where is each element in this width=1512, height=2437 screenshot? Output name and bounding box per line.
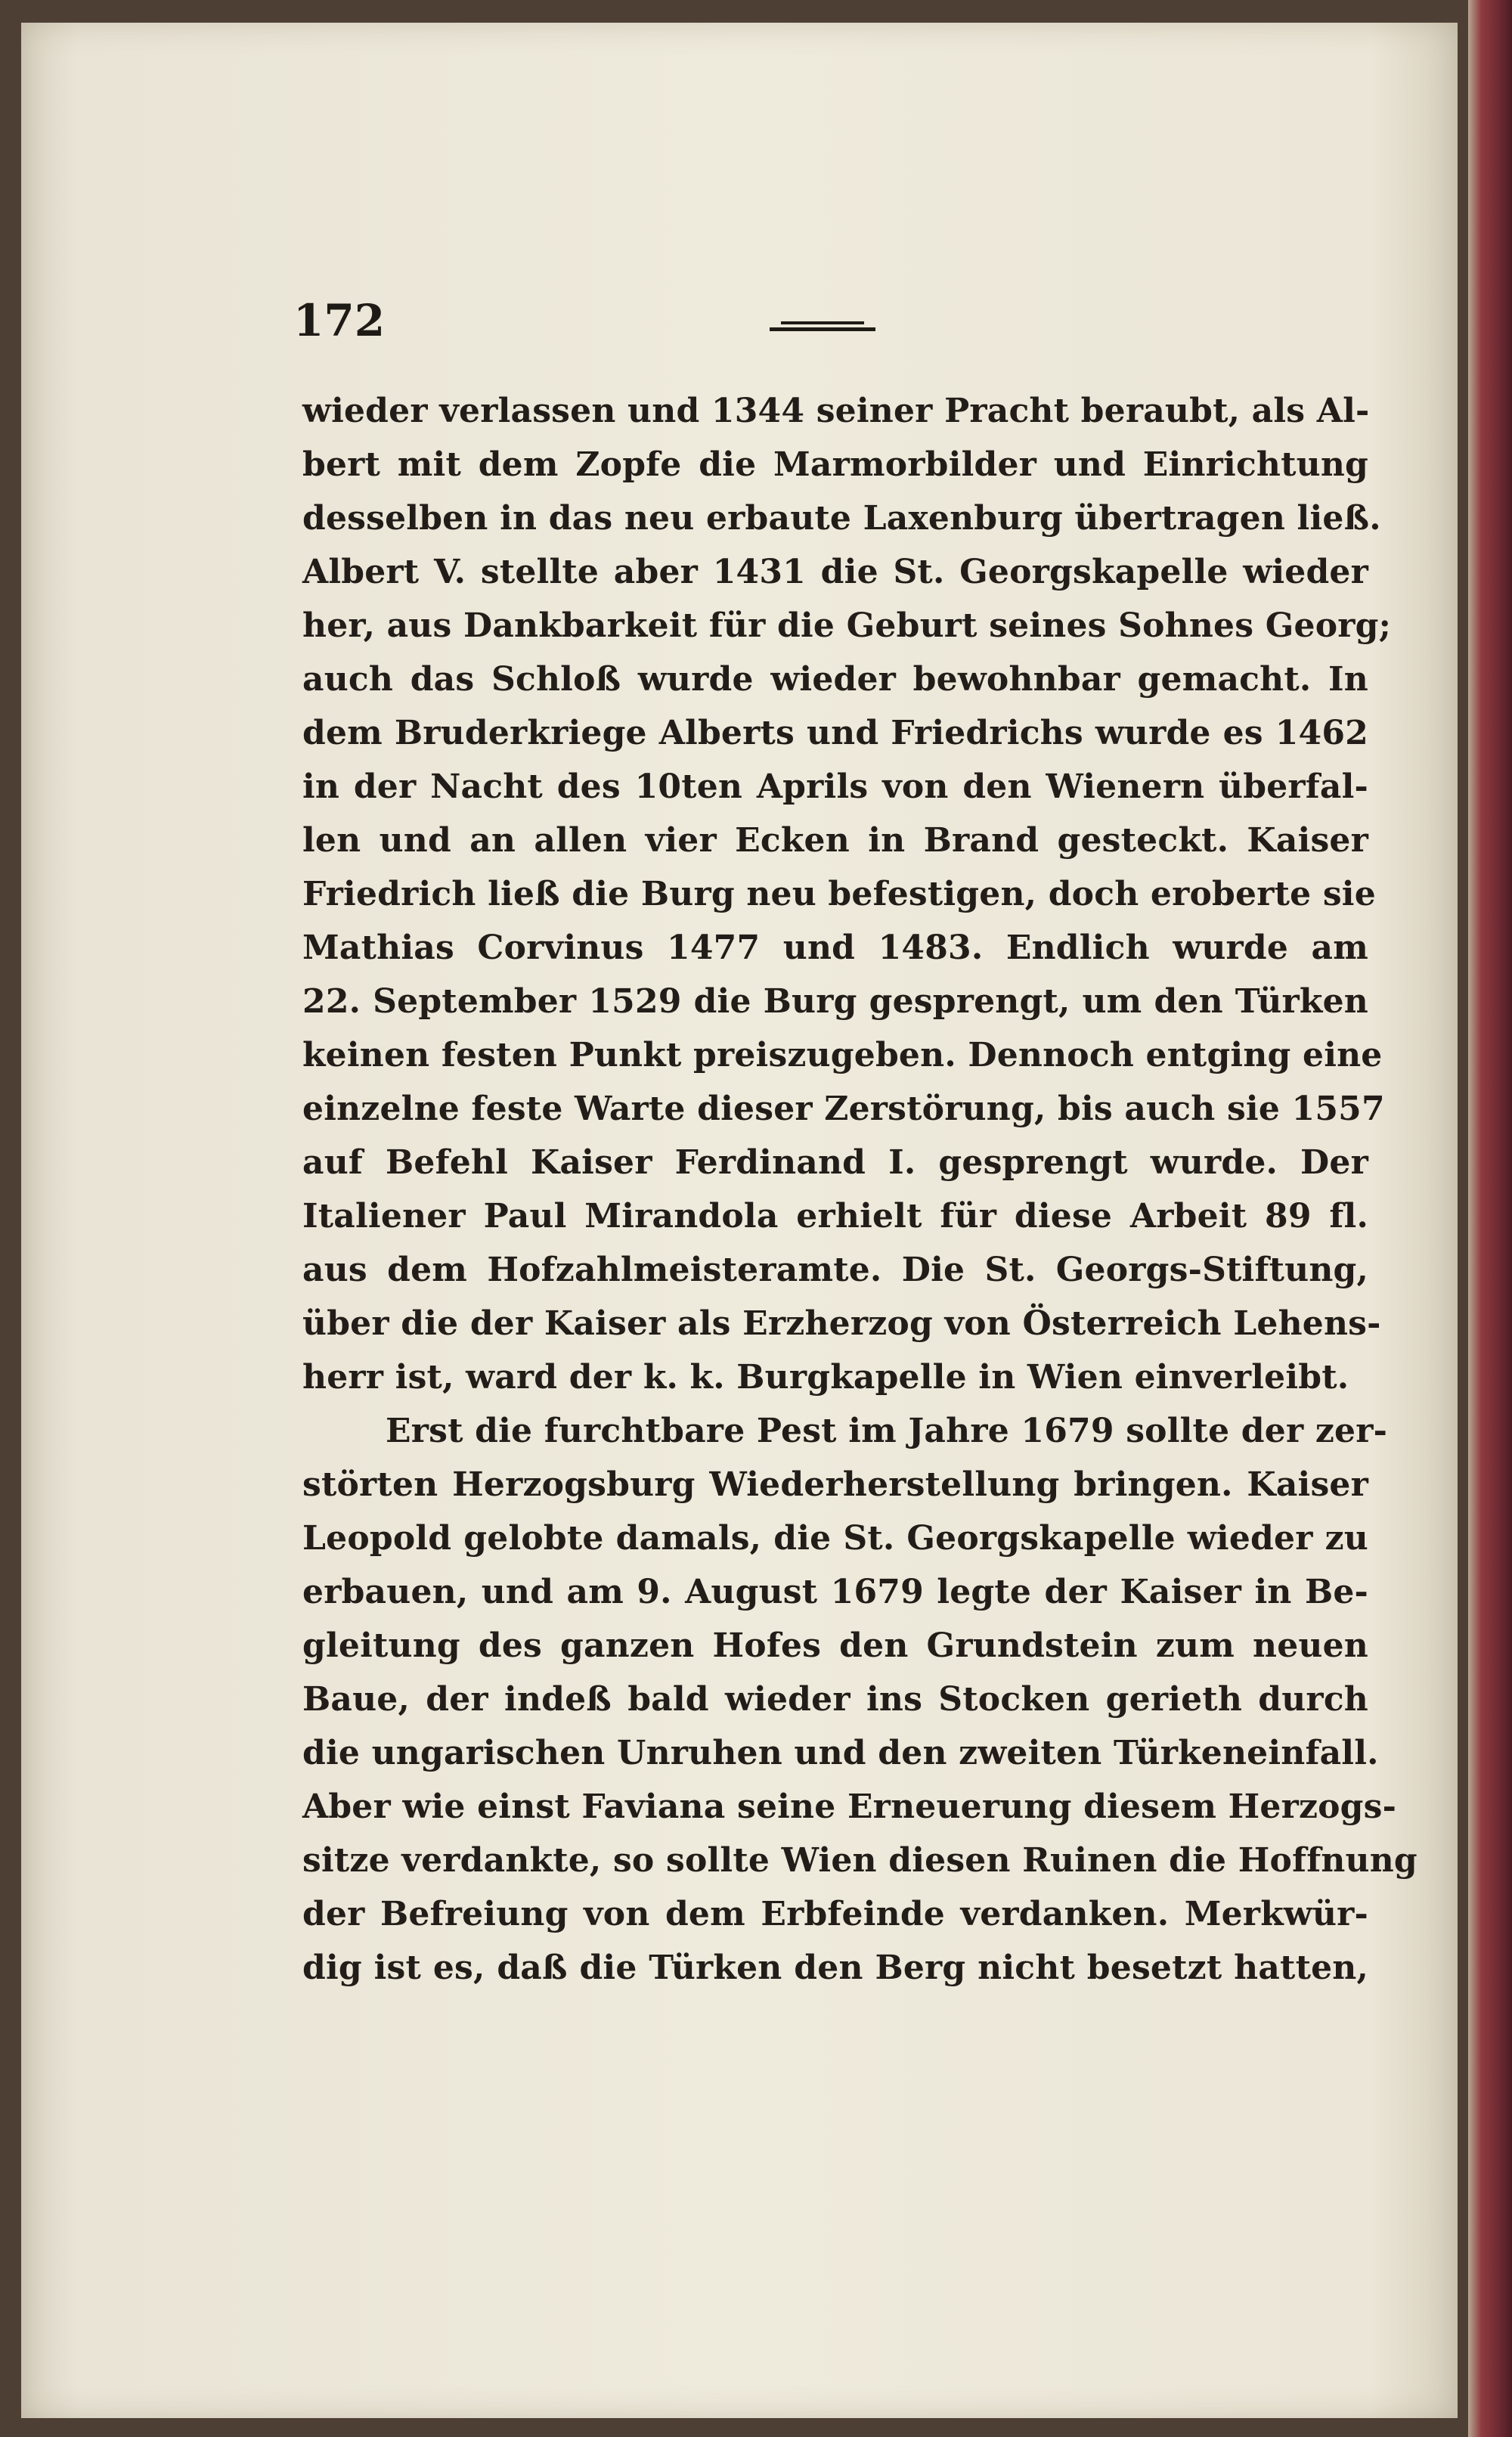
book-page — [21, 23, 1458, 2418]
text-line: Mathias Corvinus 1477 und 1483. Endlich wurde am — [302, 929, 1368, 967]
text-line: dem Bruderkriege Alberts und Friedrichs wurde es 1462 — [302, 714, 1368, 752]
book-cover-edge — [1468, 0, 1512, 2437]
text-line: in der Nacht des 10ten Aprils von den Wienern überfal- — [302, 767, 1368, 806]
text-line: herr ist, ward der k. k. Burgkapelle in Wien einverleibt. — [302, 1358, 1349, 1397]
text-line: störten Herzogsburg Wiederherstellung bringen. Kaiser — [302, 1465, 1368, 1504]
text-line: auch das Schloß wurde wieder bewohnbar gemacht. In — [302, 660, 1368, 699]
text-line: Aber wie einst Faviana seine Erneuerung diesem Herzogs- — [302, 1787, 1397, 1826]
header-rule-ornament — [770, 321, 875, 333]
text-line: Italiener Paul Mirandola erhielt für diese Arbeit 89 fl. — [302, 1197, 1368, 1236]
text-line: len und an allen vier Ecken in Brand gesteckt. Kaiser — [302, 821, 1368, 860]
page-number: 172 — [293, 295, 386, 346]
text-line: bert mit dem Zopfe die Marmorbilder und Einrichtung — [302, 445, 1368, 484]
text-line: her, aus Dankbarkeit für die Geburt seines Sohnes Georg; — [302, 606, 1392, 645]
header-rule-line — [781, 321, 864, 324]
text-line: Albert V. stellte aber 1431 die St. Georgskapelle wieder — [302, 553, 1368, 591]
text-line: aus dem Hofzahlmeisteramte. Die St. Georgs-Stiftung, — [302, 1251, 1368, 1289]
text-line: wieder verlassen und 1344 seiner Pracht beraubt, als Al- — [302, 392, 1370, 430]
text-line: desselben in das neu erbaute Laxenburg übertragen ließ. — [302, 499, 1381, 538]
text-line: Leopold gelobte damals, die St. Georgskapelle wieder zu — [302, 1519, 1368, 1558]
text-line-paragraph-start: Erst die furchtbare Pest im Jahre 1679 sollte der zer- — [386, 1412, 1388, 1450]
text-line: 22. September 1529 die Burg gesprengt, um den Türken — [302, 982, 1368, 1021]
text-line: der Befreiung von dem Erbfeinde verdanken. Merkwür- — [302, 1895, 1368, 1933]
header-rule-line — [770, 327, 875, 331]
text-line: Friedrich ließ die Burg neu befestigen, doch eroberte sie — [302, 875, 1376, 913]
text-line: erbauen, und am 9. August 1679 legte der Kaiser in Be- — [302, 1573, 1368, 1611]
text-line: die ungarischen Unruhen und den zweiten Türkeneinfall. — [302, 1734, 1379, 1772]
text-line: einzelne feste Warte dieser Zerstörung, bis auch sie 1557 — [302, 1090, 1385, 1128]
body-text — [302, 384, 1418, 1995]
text-line: gleitung des ganzen Hofes den Grundstein zum neuen — [302, 1626, 1368, 1665]
text-line: Baue, der indeß bald wieder ins Stocken gerieth durch — [302, 1680, 1368, 1719]
text-line: über die der Kaiser als Erzherzog von Österreich Lehens- — [302, 1304, 1381, 1343]
text-line: dig ist es, daß die Türken den Berg nicht besetzt hatten, — [302, 1949, 1368, 1987]
text-line: sitze verdankte, so sollte Wien diesen Ruinen die Hoffnung — [302, 1841, 1418, 1880]
text-line: keinen festen Punkt preiszugeben. Dennoch entging eine — [302, 1036, 1383, 1074]
text-line: auf Befehl Kaiser Ferdinand I. gesprengt wurde. Der — [302, 1143, 1368, 1182]
